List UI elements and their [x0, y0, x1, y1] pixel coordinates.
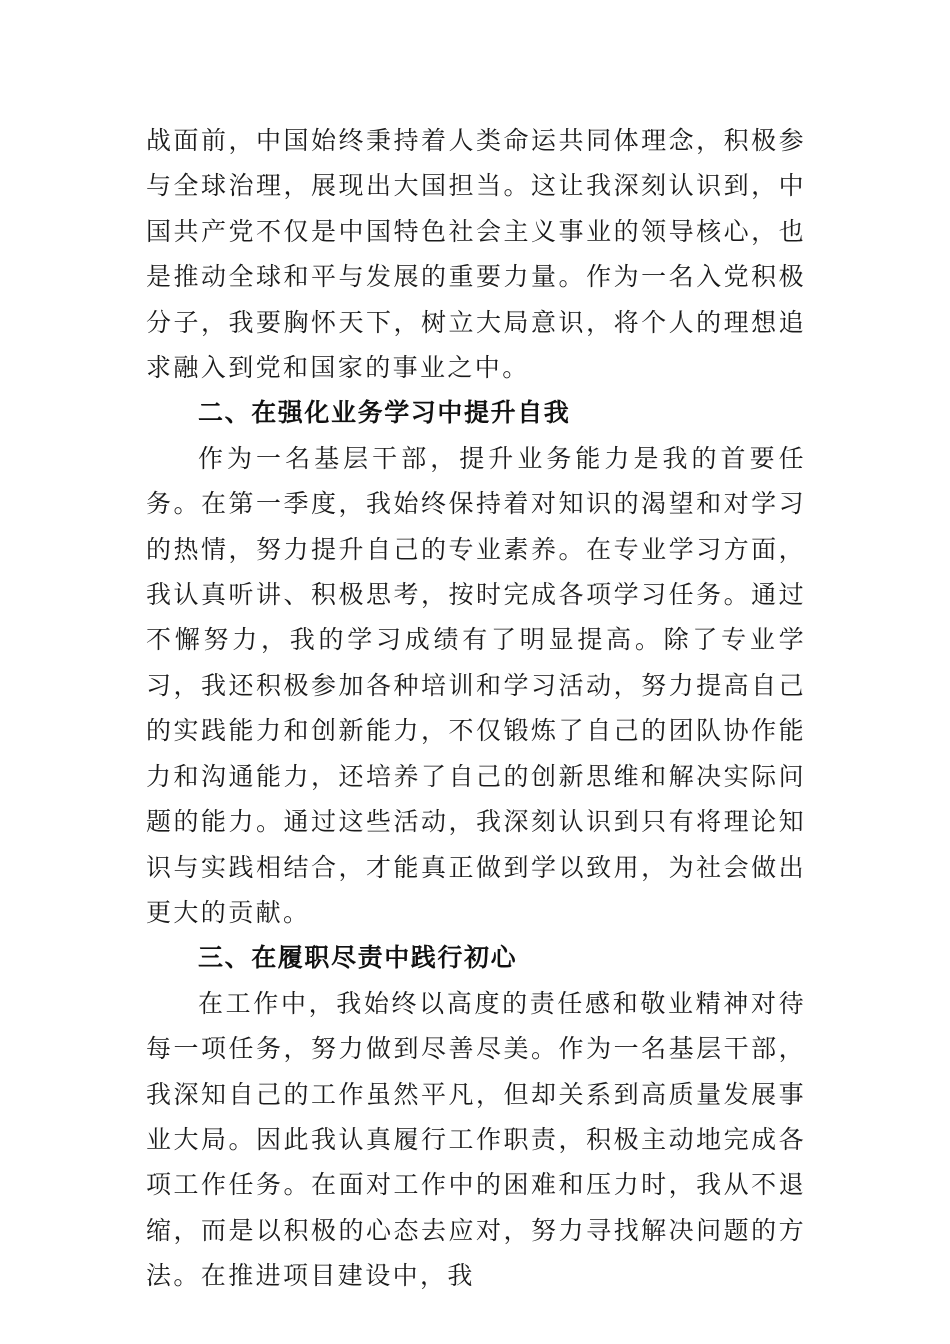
- paragraph-business-study: 作为一名基层干部，提升业务能力是我的首要任务。在第一季度，我始终保持着对知识的渴望和对学习的热情，努力提升自己的专业素养。在专业学习方面，我认真听讲、积极思考，按时完成各项学习任务。通过不懈努力，我的学习成绩有了明显提高。除了专业学习，我还积极参加各种培训和学习活动，努力提高自己的实践能力和创新能力，不仅锻炼了自己的团队协作能力和沟通能力，还培养了自己的创新思维和解决实际问题的能力。通过这些活动，我深刻认识到只有将理论知识与实践相结合，才能真正做到学以致用，为社会做出更大的贡献。: [146, 443, 806, 927]
- section-heading-2: 二、在强化业务学习中提升自我: [198, 398, 571, 428]
- paragraph-duty: 在工作中，我始终以高度的责任感和敬业精神对待每一项任务，努力做到尽善尽美。作为一名基层干部，我深知自己的工作虽然平凡，但却关系到高质量发展事业大局。因此我认真履行工作职责，积极主动地完成各项工作任务。在面对工作中的困难和压力时，我从不退缩，而是以积极的心态去应对，努力寻找解决问题的方法。在推进项目建设中，我: [146, 988, 806, 1291]
- section-heading-3: 三、在履职尽责中践行初心: [198, 943, 518, 973]
- document-body: [146, 118, 806, 1299]
- paragraph-continued: 战面前，中国始终秉持着人类命运共同体理念，积极参与全球治理，展现出大国担当。这让我深刻认识到，中国共产党不仅是中国特色社会主义事业的领导核心，也是推动全球和平与发展的重要力量。作为一名入党积极分子，我要胸怀天下，树立大局意识，将个人的理想追求融入到党和国家的事业之中。: [146, 126, 806, 383]
